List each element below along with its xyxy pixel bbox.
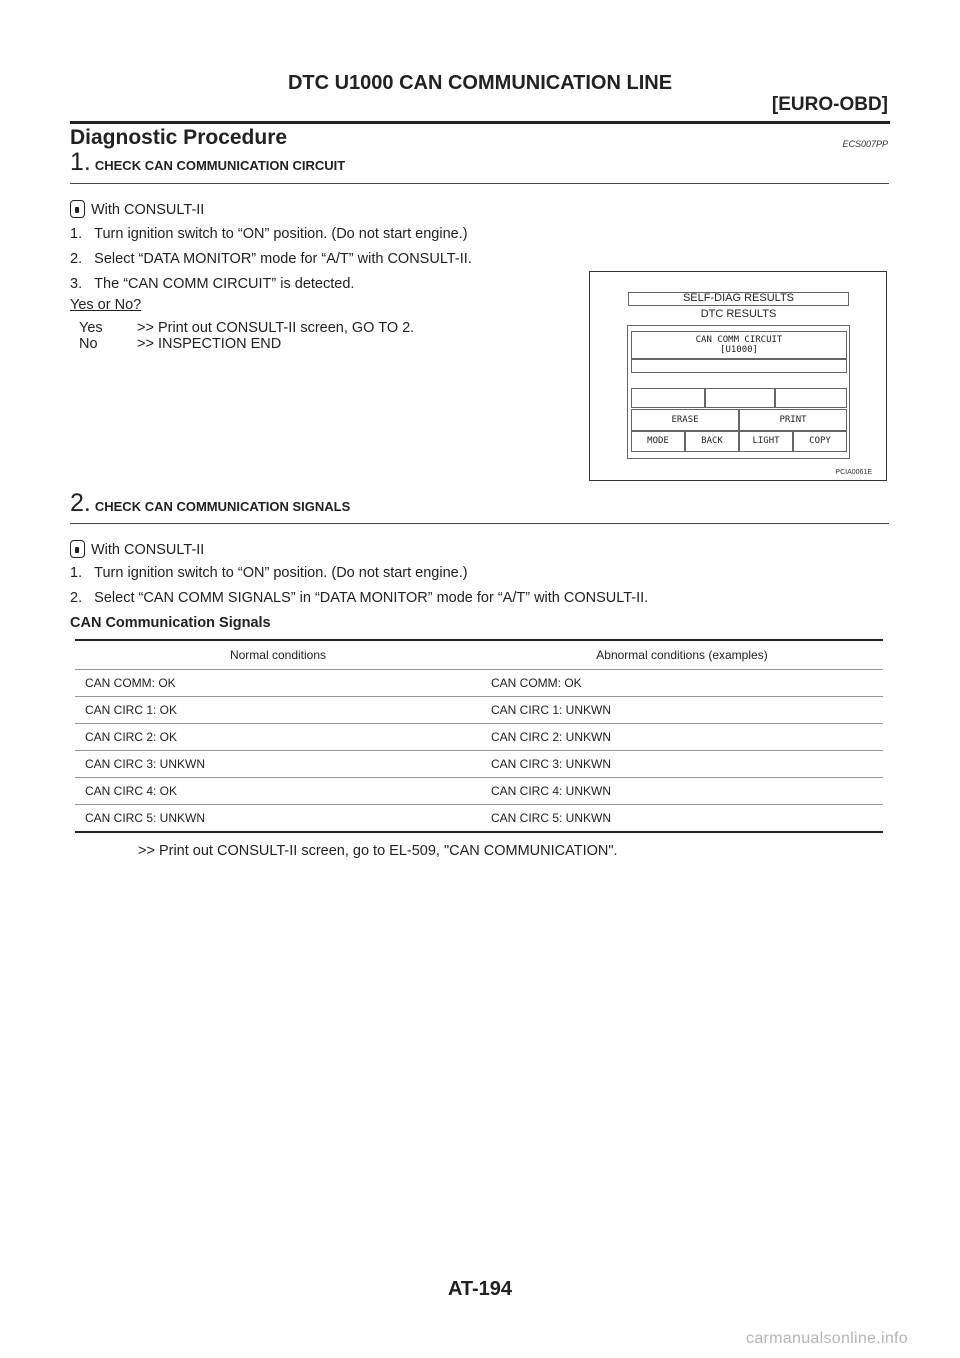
table-header-normal: Normal conditions bbox=[75, 640, 481, 670]
table-cell: CAN CIRC 3: UNKWN bbox=[75, 751, 481, 778]
step-2-item-1: 1. Turn ignition switch to “ON” position. (Do not start engine.) bbox=[70, 565, 468, 581]
consult-tool-icon bbox=[70, 540, 85, 558]
step-1-with-consult: With CONSULT-II bbox=[70, 200, 204, 218]
table-header-abnormal: Abnormal conditions (examples) bbox=[481, 640, 883, 670]
consult-tool-icon bbox=[70, 200, 85, 218]
step-1-item-1: 1. Turn ignition switch to “ON” position. (Do not start engine.) bbox=[70, 226, 468, 242]
table-row bbox=[75, 670, 883, 697]
table-cell: CAN CIRC 2: OK bbox=[75, 724, 481, 751]
figure-blank-cell-1 bbox=[631, 388, 705, 408]
step-1-title: CHECK CAN COMMUNICATION CIRCUIT bbox=[94, 158, 346, 173]
table-cell: CAN COMM: OK bbox=[75, 670, 481, 697]
step-1-answer-no: No >> INSPECTION END bbox=[79, 336, 282, 352]
figure-print-button: PRINT bbox=[739, 409, 847, 431]
figure-blank-cell-2 bbox=[705, 388, 775, 408]
step-2-rule bbox=[70, 523, 889, 524]
document-tag: [EURO-OBD] bbox=[771, 94, 888, 115]
step-2-title: CHECK CAN COMMUNICATION SIGNALS bbox=[94, 499, 351, 514]
figure-back-button: BACK bbox=[685, 431, 739, 452]
table-row bbox=[75, 724, 883, 751]
figure-code: PCIA0061E bbox=[835, 469, 872, 476]
figure-blank-cell-3 bbox=[775, 388, 847, 408]
table-row bbox=[75, 778, 883, 805]
figure-dtc-cell: CAN COMM CIRCUIT [U1000] bbox=[631, 331, 847, 359]
step-2-item-2: 2. Select “CAN COMM SIGNALS” in “DATA MONITOR” mode for “A/T” with CONSULT-II. bbox=[70, 590, 649, 606]
can-signals-table bbox=[75, 639, 883, 833]
figure-copy-button: COPY bbox=[793, 431, 847, 452]
figure-subheader: DTC RESULTS bbox=[700, 308, 777, 320]
table-cell: CAN CIRC 4: OK bbox=[75, 778, 481, 805]
table-caption: CAN Communication Signals bbox=[70, 615, 271, 631]
table-cell: CAN CIRC 4: UNKWN bbox=[481, 778, 883, 805]
step-2-heading bbox=[70, 489, 350, 518]
table-cell: CAN CIRC 1: OK bbox=[75, 697, 481, 724]
final-instruction: >> Print out CONSULT-II screen, go to EL-509, "CAN COMMUNICATION". bbox=[138, 843, 618, 859]
section-title: Diagnostic Procedure bbox=[70, 126, 288, 149]
figure-header: SELF-DIAG RESULTS bbox=[682, 292, 795, 304]
step-1-question: Yes or No? bbox=[70, 297, 142, 313]
table-cell: CAN CIRC 5: UNKWN bbox=[481, 805, 883, 833]
document-title: DTC U1000 CAN COMMUNICATION LINE bbox=[287, 72, 673, 94]
figure-erase-button: ERASE bbox=[631, 409, 739, 431]
figure-light-button: LIGHT bbox=[739, 431, 793, 452]
table-cell: CAN CIRC 2: UNKWN bbox=[481, 724, 883, 751]
header-rule bbox=[70, 121, 890, 124]
figure-empty-row bbox=[631, 359, 847, 373]
step-2-with-consult: With CONSULT-II bbox=[70, 540, 204, 558]
page-number: AT-194 bbox=[447, 1278, 513, 1300]
step-1-heading bbox=[70, 148, 345, 177]
consult-screen-figure bbox=[589, 271, 887, 481]
step-2-number: 2. bbox=[70, 489, 91, 517]
table-row bbox=[75, 805, 883, 833]
watermark: carmanualsonline.info bbox=[746, 1330, 908, 1347]
step-1-item-3: 3. The “CAN COMM CIRCUIT” is detected. bbox=[70, 276, 355, 292]
step-1-item-2: 2. Select “DATA MONITOR” mode for “A/T” with CONSULT-II. bbox=[70, 251, 472, 267]
table-row bbox=[75, 751, 883, 778]
table-row bbox=[75, 697, 883, 724]
step-1-answer-yes: Yes >> Print out CONSULT-II screen, GO TO 2. bbox=[79, 320, 415, 336]
table-cell: CAN CIRC 1: UNKWN bbox=[481, 697, 883, 724]
table-cell: CAN COMM: OK bbox=[481, 670, 883, 697]
table-cell: CAN CIRC 3: UNKWN bbox=[481, 751, 883, 778]
section-code: ECS007PP bbox=[842, 139, 888, 149]
figure-mode-button: MODE bbox=[631, 431, 685, 452]
table-cell: CAN CIRC 5: UNKWN bbox=[75, 805, 481, 833]
step-1-number: 1. bbox=[70, 148, 91, 176]
step-1-rule bbox=[70, 183, 889, 184]
table-header-row bbox=[75, 640, 883, 670]
